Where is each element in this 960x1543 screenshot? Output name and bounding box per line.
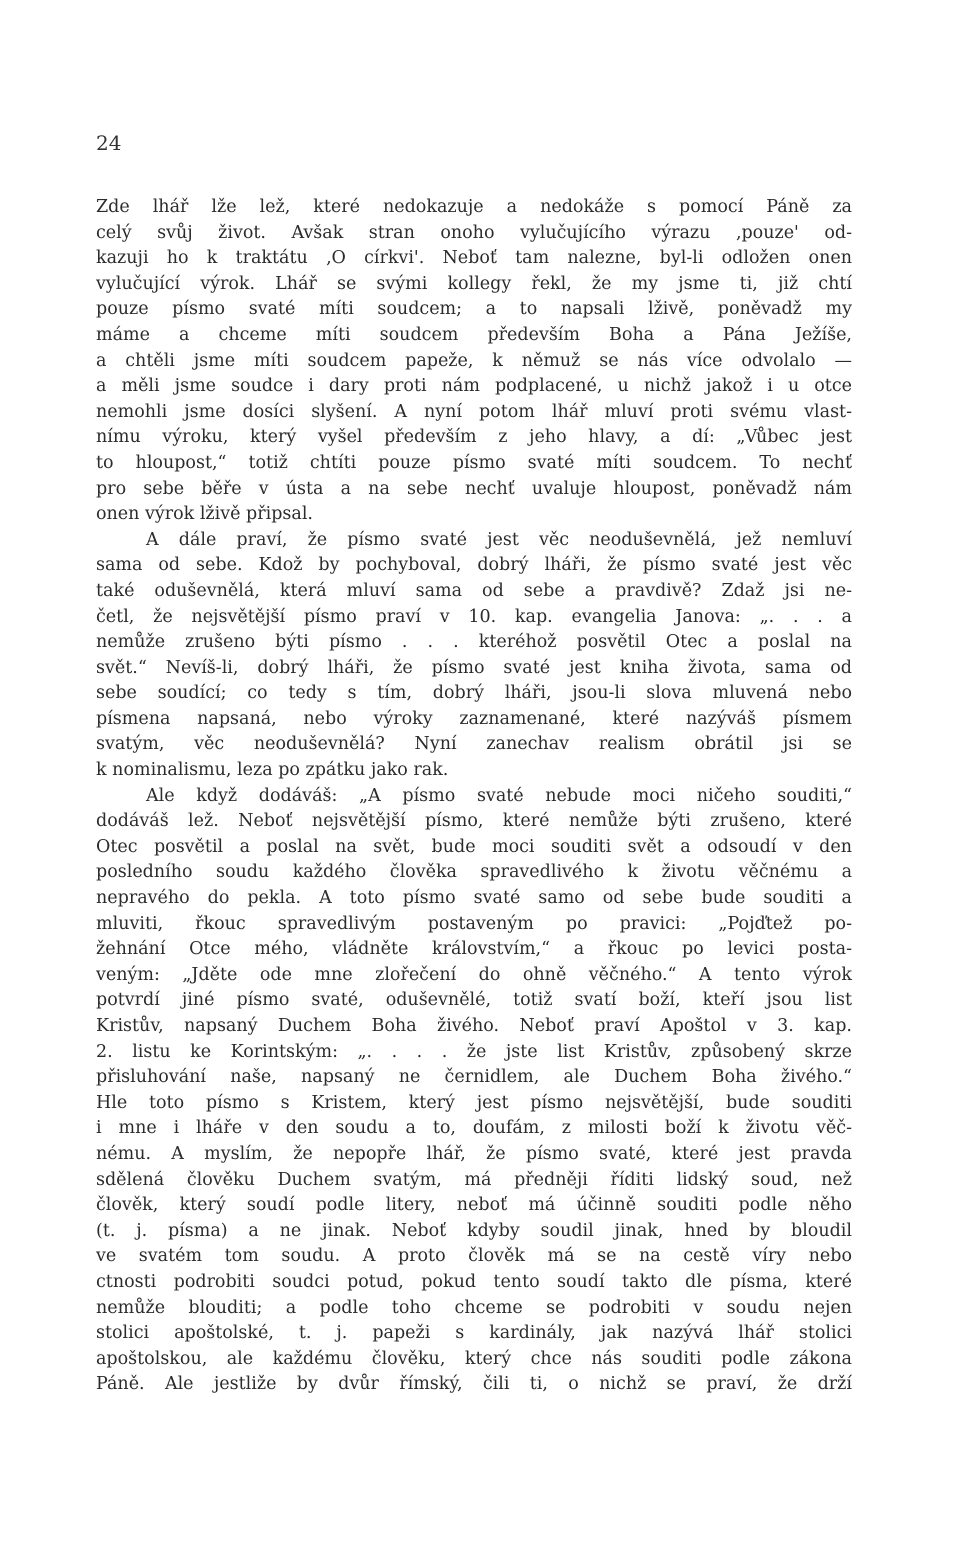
text-line: přisluhování naše, napsaný ne černidlem, ale Duchem Boha živého.“ (96, 1067, 852, 1088)
text-line: ve svatém tom soudu. A proto člověk má se na cestě víry nebo (96, 1246, 852, 1267)
text-line: pouze písmo svaté míti soudcem; a to napsali lživě, poněvadž my (96, 299, 852, 320)
text-line: Hle toto písmo s Kristem, který jest písmo nejsvětější, bude souditi (96, 1092, 852, 1113)
text-line: vylučující výrok. Lhář se svými kollegy řekl, že my jsme ti, již chtí (96, 273, 852, 294)
text-line: stolici apoštolské, t. j. papeži s kardinály, jak nazývá lhář stolici (96, 1323, 852, 1344)
text-line: nepravého do pekla. A toto písmo svaté samo od sebe bude souditi a (96, 888, 852, 909)
text-line: sdělená člověku Duchem svatým, má předněji říditi lidský soud, než (96, 1169, 852, 1190)
text-line: a chtěli jsme míti soudcem papeže, k němuž se nás více odvolalo — (96, 350, 852, 371)
text-line: žehnání Otce mého, vládněte královstvím,“ a řkouc po levici posta- (96, 939, 852, 960)
text-line: sebe soudící; co tedy s tím, dobrý lháři, jsou-li slova mluvená nebo (96, 683, 852, 704)
text-line: A dále praví, že písmo svaté jest věc neoduševnělá, jež nemluví (146, 529, 852, 550)
text-line: člověk, který soudí podle litery, neboť má účinně souditi podle něho (96, 1195, 852, 1216)
text-line: pro sebe běře v ústa a na sebe nechť uvaluje hloupost, poněvadž nám (96, 478, 852, 499)
text-line: i mne i lháře v den soudu a to, doufám, z milosti boží k životu věč- (96, 1118, 852, 1139)
text-line: nemohli jsme dosíci slyšení. A nyní potom lhář mluví proti svému vlast- (96, 401, 852, 422)
text-line: potvrdí jiné písmo svaté, oduševnělé, totiž svatí boží, kteří jsou list (96, 990, 852, 1011)
text-line: k nominalismu, leza po zpátku jako rak. (96, 760, 449, 781)
text-line: četl, že nejsvětější písmo praví v 10. kap. evangelia Janova: „. . . a (96, 606, 852, 627)
text-line: 2. listu ke Korintským: „. . . . že jste list Kristův, způsobený skrze (96, 1041, 852, 1062)
text-line: apoštolskou, ale každému člověku, který chce nás souditi podle zákona (96, 1348, 852, 1369)
text-line: Páně. Ale jestliže by dvůr římský, čili ti, o nichž se praví, že drží (96, 1374, 852, 1395)
text-line: to hloupost,“ totiž chtíti pouze písmo svaté míti soudcem. To nechť (96, 452, 852, 473)
text-line: také oduševnělá, která mluví sama od sebe a pravdivě? Zdaž jsi ne- (96, 580, 852, 601)
text-line: posledního soudu každého člověka spravedlivého k životu věčnému a (96, 862, 852, 883)
text-line: svět.“ Nevíš-li, dobrý lháři, že písmo svaté jest kniha života, sama od (96, 657, 852, 678)
text-line: svatým, věc neoduševnělá? Nyní zanechav realism obrátil jsi se (96, 734, 852, 755)
page-number: 24 (96, 131, 122, 155)
body-text (96, 195, 852, 1398)
text-line: nímu výroku, který vyšel především z jeho hlavy, a dí: „Vůbec jest (96, 427, 852, 448)
text-line: mluviti, řkouc spravedlivým postaveným po pravici: „Pojďtež po- (96, 913, 852, 934)
text-line: Ale když dodáváš: „A písmo svaté nebude moci ničeho souditi,“ (146, 785, 852, 806)
text-line: Kristův, napsaný Duchem Boha živého. Neboť praví Apoštol v 3. kap. (96, 1016, 852, 1036)
text-line: dodáváš lež. Neboť nejsvětější písmo, které nemůže býti zrušeno, které (96, 811, 852, 832)
text-line: (t. j. písma) a ne jinak. Neboť kdyby soudil jinak, hned by bloudil (96, 1220, 852, 1241)
text-line: a měli jsme soudce i dary proti nám podplacené, u nichž jakož i u otce (96, 376, 852, 397)
text-line: nemůže blouditi; a podle toho chceme se podrobiti v soudu nejen (96, 1297, 852, 1318)
text-line: kazuji ho k traktátu ‚O církvi'. Neboť tam nalezne, byl-li odložen onen (96, 248, 852, 269)
text-line: veným: „Jděte ode mne zlořečení do ohně věčného.“ A tento výrok (96, 964, 852, 985)
text-line: onen výrok lživě připsal. (96, 504, 313, 525)
text-line: nému. A myslím, že nepopře lhář, že písmo svaté, které jest pravda (96, 1143, 852, 1164)
text-line: písmena napsaná, nebo výroky zaznamenané, které nazýváš písmem (96, 708, 852, 729)
text-line: Zde lhář lže lež, které nedokazuje a nedokáže s pomocí Páně za (96, 197, 852, 217)
text-line: máme a chceme míti soudcem především Boha a Pána Ježíše, (96, 324, 852, 345)
text-line: Otec posvětil a poslal na svět, bude moci souditi svět a odsoudí v den (96, 836, 852, 857)
text-line: sama od sebe. Kdož by pochyboval, dobrý lháři, že písmo svaté jest věc (96, 555, 852, 576)
text-line: ctnosti podrobiti soudci potud, pokud tento soudí takto dle písma, které (96, 1271, 852, 1292)
text-line: celý svůj život. Avšak stran onoho vylučujícího výrazu ‚pouze' od- (96, 222, 852, 243)
text-line: nemůže zrušeno býti písmo . . . kteréhož posvětil Otec a poslal na (96, 632, 852, 653)
